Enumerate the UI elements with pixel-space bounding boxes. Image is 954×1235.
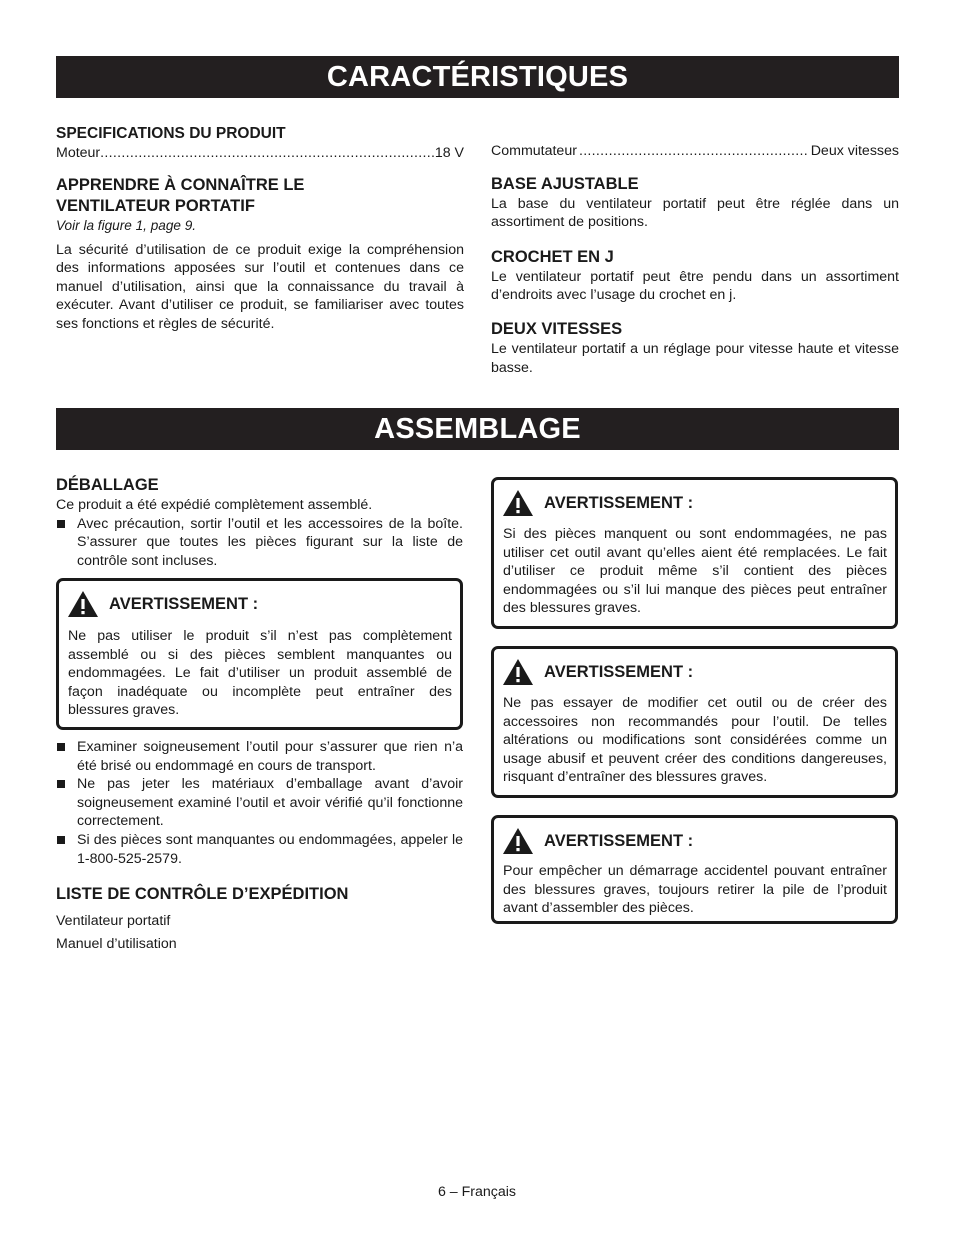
list-item [56, 515, 463, 571]
spec-commutateur [491, 142, 899, 161]
assemblage-left-column-bottom [56, 738, 463, 956]
crochet-text: Le ventilateur portatif peut être pendu dans un assortiment d’endroits avec l’usage du crochet en j. [491, 268, 899, 304]
warning-label: AVERTISSEMENT : [544, 662, 694, 681]
square-bullet-icon [57, 743, 65, 751]
assemblage-banner: ASSEMBLAGE [56, 408, 899, 450]
list-item [56, 831, 463, 868]
spec-moteur-label: Moteur [56, 145, 101, 161]
spec-commutateur-label: Commutateur [491, 143, 577, 159]
apprendre-note: Voir la figure 1, page 9. [56, 217, 197, 233]
warning-text: Pour empêcher un démarrage accidentel pouvant entraîner des blessures graves, toujours retirer la pile de l’produit avant d’assembler des pièces. [503, 863, 887, 917]
square-bullet-icon [57, 780, 65, 788]
warning-box [491, 477, 898, 629]
warning-triangle-icon [502, 658, 534, 686]
warning-box [56, 578, 463, 730]
inspection-list [56, 738, 463, 868]
apprendre-heading-line1: APPRENDRE À CONNAÎTRE LE [56, 175, 305, 194]
page-footer: 6 – Français [437, 1184, 517, 1200]
caracteristiques-left-column [56, 123, 464, 334]
spec-moteur [56, 144, 464, 163]
liste-heading: LISTE DE CONTRÔLE D’EXPÉDITION [56, 885, 349, 904]
liste-item-manuel: Manuel d’utilisation [56, 936, 177, 953]
warning-triangle-icon [67, 590, 99, 618]
specs-heading: SPECIFICATIONS DU PRODUIT [56, 125, 286, 142]
list-item [56, 775, 463, 831]
warning-box [491, 646, 898, 798]
assemblage-left-column [56, 475, 463, 570]
liste-item-ventilateur: Ventilateur portatif [56, 913, 171, 930]
spec-leader-dots [100, 144, 435, 163]
caracteristiques-right-column [491, 142, 899, 377]
warning-text: Ne pas utiliser le produit s’il n’est pas complètement assemblé ou si des pièces semblent manquantes ou endommagées. Le fait d’utiliser un produit assemblé de façon inadéquate ou incomplète peut entraîner des blessures graves. [68, 628, 452, 719]
apprendre-text: La sécurité d’utilisation de ce produit exige la compréhension des informations apposées sur l’outil et contenues dans ce manuel d’utilisation, ainsi que la connaissance du travail à exécuter. Avant d’utiliser ce produit, se familiariser avec toutes ses fonctions et règles de sécurité. [56, 241, 464, 332]
base-heading: BASE AJUSTABLE [491, 174, 639, 193]
warning-text: Ne pas essayer de modifier cet outil ou de créer des accessoires non recommandés pour l’outil. De telles altérations ou modifications sont considérées comme un usage abusif et peuvent créer des conditions dangereuses, risquant d’entraîner des blessures graves. [503, 695, 887, 786]
vitesses-text: Le ventilateur portatif a un réglage pour vitesse haute et vitesse basse. [491, 340, 899, 376]
warning-label: AVERTISSEMENT : [544, 493, 694, 512]
list-item-text: Ne pas jeter les matériaux d’emballage avant d’avoir soigneusement examiné l’outil et avoir vérifié qu’il fonctionne correctement. [77, 776, 463, 830]
vitesses-heading: DEUX VITESSES [491, 319, 623, 338]
warning-label: AVERTISSEMENT : [109, 594, 259, 613]
apprendre-heading-line2: VENTILATEUR PORTATIF [56, 196, 255, 215]
crochet-heading: CROCHET EN J [491, 247, 614, 266]
list-item-text: Avec précaution, sortir l’outil et les accessoires de la boîte. S’assurer que toutes les pièces figurant sur la liste de contrôle sont incluses. [77, 515, 463, 569]
deballage-list [56, 515, 463, 571]
spec-leader-dots [579, 142, 809, 161]
square-bullet-icon [57, 520, 65, 528]
list-item-text: Si des pièces sont manquantes ou endommagées, appeler le 1-800-525-2579. [77, 831, 463, 867]
warning-text: Si des pièces manquent ou sont endommagées, ne pas utiliser cet outil avant qu’elles aient été remplacées. Le fait d’utiliser ce produit même s’il contient des pièces endommagées ou s’il lui manque des pièces peut entraîner des blessures graves. [503, 526, 887, 617]
warning-label: AVERTISSEMENT : [544, 831, 694, 850]
deballage-heading: DÉBALLAGE [56, 476, 159, 494]
square-bullet-icon [57, 836, 65, 844]
warning-box [491, 815, 898, 924]
spec-commutateur-value: Deux vitesses [810, 143, 899, 159]
spec-moteur-value: 18 V [434, 145, 464, 161]
list-item [56, 738, 463, 775]
base-text: La base du ventilateur portatif peut être réglée dans un assortiment de positions. [491, 195, 899, 231]
list-item-text: Examiner soigneusement l’outil pour s’assurer que rien n’a été brisé ou endommagé en cours de transport. [77, 739, 463, 774]
warning-triangle-icon [502, 827, 534, 855]
caracteristiques-banner: CARACTÉRISTIQUES [56, 56, 899, 98]
deballage-intro: Ce produit a été expédié complètement assemblé. [56, 497, 373, 513]
warning-triangle-icon [502, 489, 534, 517]
